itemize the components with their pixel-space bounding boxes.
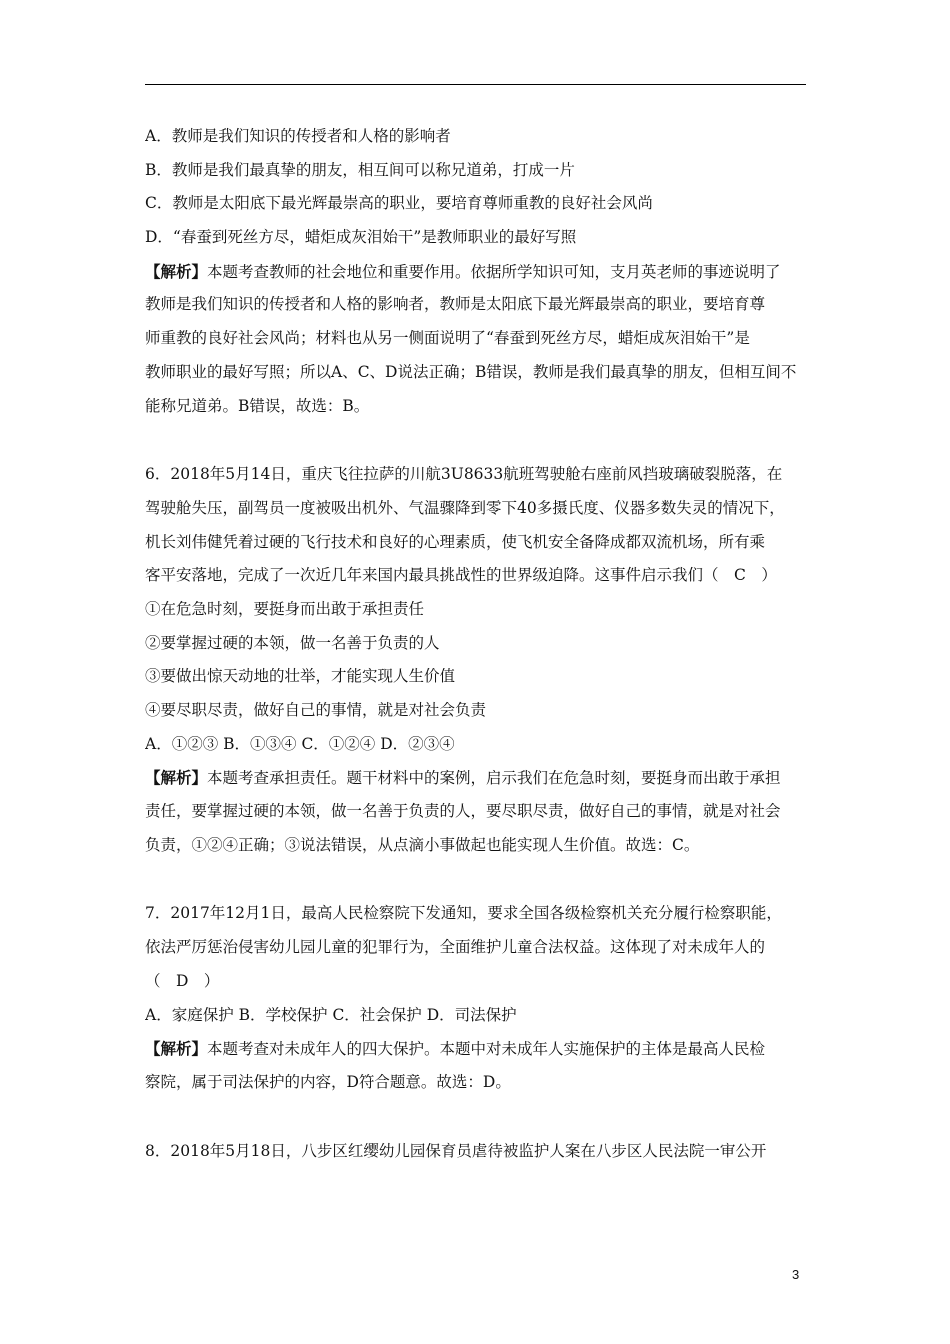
analysis-line: 察院，属于司法保护的内容，D符合题意。故选：D。 bbox=[145, 1072, 511, 1091]
analysis-line: 教师是我们知识的传授者和人格的影响者，教师是太阳底下最光辉最崇高的职业，要培育尊 bbox=[145, 295, 766, 314]
analysis-line: 【解析】本题考查承担责任。题干材料中的案例，启示我们在危急时刻，要挺身而出敢于承担 bbox=[145, 768, 781, 788]
question-7-block bbox=[145, 897, 810, 1099]
analysis-line: 教师职业的最好写照；所以A、C、D说法正确；B错误，教师是我们最真挚的朋友，但相互间不 bbox=[145, 362, 797, 381]
option-c: C．教师是太阳底下最光辉最崇高的职业，要培育尊师重教的良好社会风尚 bbox=[145, 194, 653, 213]
option-d: D．“春蚕到死丝方尽，蜡炬成灰泪始干”是教师职业的最好写照 bbox=[145, 228, 577, 247]
statement-4: ④要尽职尽责，做好自己的事情，就是对社会负责 bbox=[145, 701, 487, 719]
answer-options: A．①②③ B．①③④ C．①②④ D．②③④ bbox=[145, 734, 455, 753]
analysis-line: 负责，①②④正确；③说法错误，从点滴小事做起也能实现人生价值。故选：C。 bbox=[145, 835, 700, 854]
analysis-line: 【解析】本题考查教师的社会地位和重要作用。依据所学知识可知，支月英老师的事迹说明了 bbox=[145, 261, 781, 281]
analysis-line: 【解析】本题考查对未成年人的四大保护。本题中对未成年人实施保护的主体是最高人民检 bbox=[145, 1039, 766, 1059]
question-stem-line: 8．2018年5月18日，八步区红缨幼儿园保育员虐待被监护人案在八步区人民法院一审公开 bbox=[145, 1141, 767, 1160]
question-8-block bbox=[145, 1135, 810, 1169]
statement-3: ③要做出惊天动地的壮举，才能实现人生价值 bbox=[145, 667, 456, 686]
analysis-label: 【解析】 bbox=[145, 1039, 208, 1059]
question-6-block bbox=[145, 458, 810, 862]
analysis-label: 【解析】 bbox=[145, 768, 208, 788]
question-stem-line: 7．2017年12月1日，最高人民检察院下发通知，要求全国各级检察机关充分履行检察职能， bbox=[145, 904, 782, 923]
page-number: 3 bbox=[792, 1267, 800, 1282]
question-stem-line: 依法严厉惩治侵害幼儿园儿童的犯罪行为，全面维护儿童合法权益。这体现了对未成年人的 bbox=[145, 938, 766, 957]
page-content bbox=[145, 120, 810, 1168]
question-stem-line: 机长刘伟健凭着过硬的飞行技术和良好的心理素质，使飞机安全备降成都双流机场，所有乘 bbox=[145, 532, 766, 551]
question-stem-line: 驾驶舱失压，副驾员一度被吸出机外、气温骤降到零下40多摄氏度、仪器多数失灵的情况下， bbox=[145, 498, 785, 517]
question-stem-line: （ D ） bbox=[145, 971, 220, 990]
answer-options: A．家庭保护 B．学校保护 C．社会保护 D．司法保护 bbox=[145, 1005, 517, 1024]
question-stem-line: 客平安落地，完成了一次近几年来国内最具挑战性的世界级迫降。这事件启示我们（ C ） bbox=[145, 566, 777, 585]
question-stem-line: 6．2018年5月14日，重庆飞往拉萨的川航3U8633航班驾驶舱右座前风挡玻璃破裂脱落，在 bbox=[145, 465, 783, 484]
question-5-block bbox=[145, 120, 810, 423]
header-rule bbox=[145, 84, 806, 85]
analysis-line: 能称兄道弟。B错误，故选：B。 bbox=[145, 396, 370, 415]
statement-2: ②要掌握过硬的本领，做一名善于负责的人 bbox=[145, 633, 440, 652]
analysis-label: 【解析】 bbox=[145, 261, 208, 281]
option-b: B．教师是我们最真挚的朋友，相互间可以称兄道弟，打成一片 bbox=[145, 160, 575, 179]
option-a: A．教师是我们知识的传授者和人格的影响者 bbox=[145, 127, 451, 145]
analysis-line: 师重教的良好社会风尚；材料也从另一侧面说明了“春蚕到死丝方尽，蜡炬成灰泪始干”是 bbox=[145, 329, 750, 348]
statement-1: ①在危急时刻，要挺身而出敢于承担责任 bbox=[145, 599, 425, 618]
analysis-line: 责任，要掌握过硬的本领，做一名善于负责的人，要尽职尽责，做好自己的事情，就是对社会 bbox=[145, 802, 781, 821]
